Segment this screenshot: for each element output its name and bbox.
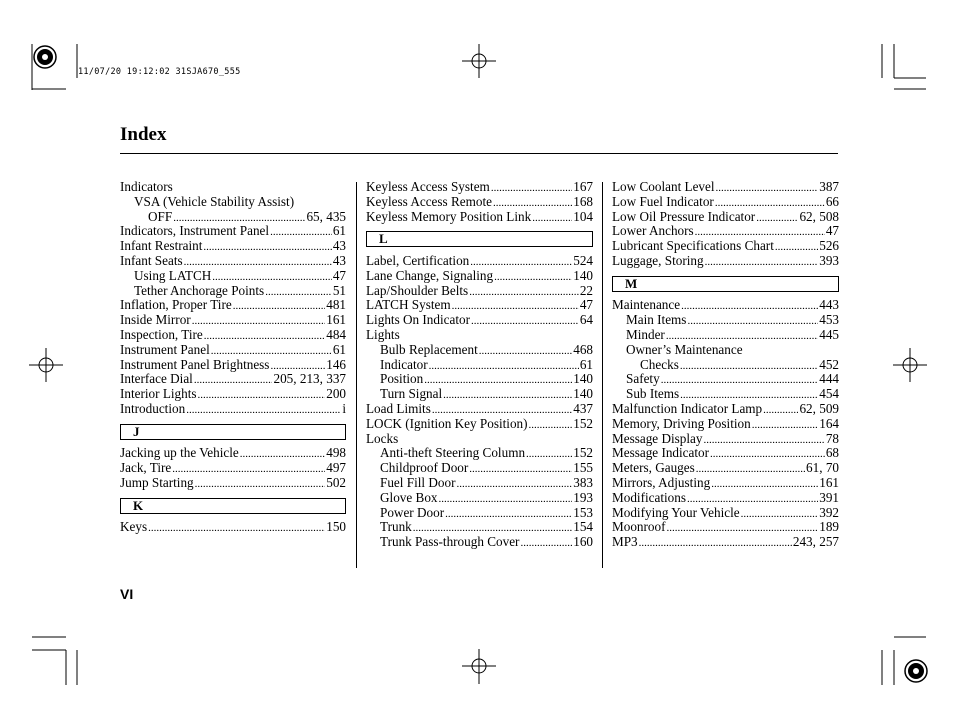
index-entry	[612, 358, 839, 373]
section-letter: L	[366, 231, 593, 247]
index-entry	[612, 254, 839, 269]
page-reference: 160	[573, 534, 593, 550]
index-entry	[612, 491, 839, 506]
page-reference: 167	[573, 179, 593, 194]
index-entry	[612, 328, 839, 343]
index-entry	[366, 520, 593, 535]
index-entry	[120, 446, 346, 461]
dot-leader	[148, 520, 325, 536]
index-entry	[366, 461, 593, 476]
index-entry	[366, 284, 593, 299]
entry-label: LATCH System	[366, 297, 451, 313]
index-entry	[366, 298, 593, 313]
dot-leader	[456, 476, 572, 492]
index-entry	[120, 239, 346, 254]
dot-leader	[661, 372, 819, 388]
page-reference: 468	[573, 341, 593, 357]
entry-label: Inspection, Tire	[120, 326, 203, 342]
dot-leader	[424, 372, 572, 388]
page-reference: 153	[573, 504, 593, 520]
entry-label: Label, Certification	[366, 252, 470, 268]
entry-label: Using LATCH	[134, 267, 212, 283]
page-reference: 481	[326, 297, 346, 313]
index-entry	[366, 491, 593, 506]
index-heading	[366, 328, 593, 343]
entry-label: Power Door	[380, 504, 445, 520]
index-entry	[366, 535, 593, 550]
index-entry	[612, 461, 839, 476]
dot-leader	[240, 446, 325, 462]
index-entry	[120, 476, 346, 491]
index-entry	[120, 224, 346, 239]
entry-label: Glove Box	[380, 489, 438, 505]
page-reference: 391	[819, 489, 839, 505]
entry-label: Modifying Your Vehicle	[612, 504, 740, 520]
dot-leader	[194, 372, 273, 388]
page-reference: 161	[819, 474, 839, 490]
index-entry	[120, 520, 346, 535]
entry-label: Bulb Replacement	[380, 341, 478, 357]
index-entry	[612, 298, 839, 313]
dot-leader	[696, 461, 805, 477]
index-entry	[366, 254, 593, 269]
index-entry	[120, 328, 346, 343]
dot-leader	[752, 417, 819, 433]
dot-leader	[469, 461, 572, 477]
page-title: Index	[120, 124, 167, 145]
dot-leader	[756, 210, 798, 226]
page-reference: 146	[326, 356, 346, 372]
page-reference: 484	[326, 326, 346, 342]
page-number: VI	[120, 586, 134, 602]
index-entry	[120, 343, 346, 358]
entry-label: Indicator	[380, 356, 428, 372]
page-reference: 66	[825, 193, 839, 209]
page-reference: 526	[819, 238, 839, 254]
index-entry	[366, 195, 593, 210]
page-reference: 154	[573, 519, 593, 535]
dot-leader	[198, 387, 326, 403]
entry-label: Jump Starting	[120, 474, 194, 490]
dot-leader	[270, 224, 332, 240]
page-reference: 387	[819, 179, 839, 194]
index-entry	[612, 387, 839, 402]
entry-label: Interior Lights	[120, 386, 197, 402]
page-reference: 444	[819, 371, 839, 387]
entry-label: Keyless Access System	[366, 179, 490, 194]
dot-leader	[494, 269, 572, 285]
index-entry	[612, 210, 839, 225]
entry-label: Sub Items	[626, 386, 680, 402]
entry-label: Keyless Access Remote	[366, 193, 492, 209]
dot-leader	[763, 402, 798, 418]
page-reference: 497	[326, 460, 346, 476]
index-entry	[120, 461, 346, 476]
dot-leader	[265, 284, 332, 300]
index-entry	[612, 195, 839, 210]
index-entry	[120, 313, 346, 328]
entry-label: OFF	[148, 208, 173, 224]
page-reference: 140	[573, 267, 593, 283]
index-entry	[366, 372, 593, 387]
entry-label: Load Limits	[366, 400, 431, 416]
page-reference: 104	[573, 208, 593, 224]
index-entry	[120, 284, 346, 299]
index-entry	[120, 298, 346, 313]
page-reference: 524	[573, 252, 593, 268]
dot-leader	[192, 313, 326, 329]
page-reference: i	[342, 400, 346, 416]
dot-leader	[716, 180, 819, 196]
entry-label: Indicators	[120, 179, 173, 194]
entry-label: Lap/Shoulder Belts	[366, 282, 469, 298]
index-entry	[366, 402, 593, 417]
page-reference: 65, 435	[306, 208, 346, 224]
dot-leader	[687, 313, 818, 329]
index-entry	[366, 387, 593, 402]
page-reference: 47	[332, 267, 346, 283]
index-entry	[612, 313, 839, 328]
entry-label: Mirrors, Adjusting	[612, 474, 711, 490]
index-entry	[612, 476, 839, 491]
page-reference: 393	[819, 252, 839, 268]
page-reference: 443	[819, 297, 839, 313]
entry-label: Luggage, Storing	[612, 252, 704, 268]
page-reference: 43	[332, 238, 346, 254]
column-divider	[356, 182, 357, 568]
page-reference: 68	[825, 445, 839, 461]
index-entry	[612, 535, 839, 550]
page-reference: 61	[332, 341, 346, 357]
page-reference: 189	[819, 519, 839, 535]
page-reference: 22	[579, 282, 593, 298]
entry-label: Infant Seats	[120, 252, 183, 268]
index-column-2	[366, 180, 593, 550]
entry-label: Meters, Gauges	[612, 460, 695, 476]
page-reference: 437	[573, 400, 593, 416]
index-entry	[612, 432, 839, 447]
dot-leader	[429, 358, 579, 374]
page-reference: 155	[573, 460, 593, 476]
index-entry	[366, 417, 593, 432]
page-reference: 164	[819, 415, 839, 431]
dot-leader	[529, 417, 573, 433]
index-entry	[366, 313, 593, 328]
entry-label: Modifications	[612, 489, 686, 505]
page-reference: 62, 508	[799, 208, 839, 224]
entry-label: Message Indicator	[612, 445, 710, 461]
index-entry	[366, 269, 593, 284]
page-reference: 161	[326, 312, 346, 328]
index-entry	[366, 476, 593, 491]
entry-label: Low Coolant Level	[612, 179, 715, 194]
dot-leader	[532, 210, 572, 226]
index-entry	[612, 506, 839, 521]
dot-leader	[172, 461, 325, 477]
dot-leader	[680, 358, 818, 374]
dot-leader	[443, 387, 572, 403]
print-stamp: 11/07/20 19:12:02 31SJA670_555	[78, 67, 241, 77]
entry-label: Minder	[626, 326, 665, 342]
entry-label: Checks	[640, 356, 679, 372]
index-entry	[612, 180, 839, 195]
dot-leader	[491, 180, 572, 196]
dot-leader	[681, 298, 818, 314]
index-entry	[612, 239, 839, 254]
entry-label: Turn Signal	[380, 386, 443, 402]
entry-label: Jacking up the Vehicle	[120, 445, 239, 461]
column-divider	[602, 182, 603, 568]
index-entry	[120, 358, 346, 373]
index-entry	[612, 224, 839, 239]
entry-label: Lower Anchors	[612, 223, 694, 239]
page-reference: 243, 257	[792, 534, 839, 550]
page-reference: 205, 213, 337	[273, 371, 346, 387]
index-entry	[612, 372, 839, 387]
dot-leader	[711, 476, 818, 492]
section-header	[120, 491, 346, 521]
page-reference: 168	[573, 193, 593, 209]
entry-label: Memory, Driving Position	[612, 415, 751, 431]
index-heading	[612, 343, 839, 358]
title-rule	[120, 153, 838, 154]
index-entry	[366, 180, 593, 195]
dot-leader	[479, 343, 572, 359]
page-reference: 47	[579, 297, 593, 313]
index-entry	[120, 402, 346, 417]
entry-label: LOCK (Ignition Key Position)	[366, 415, 528, 431]
entry-label: Trunk	[380, 519, 412, 535]
entry-label: Instrument Panel Brightness	[120, 356, 270, 372]
page-reference: 140	[573, 371, 593, 387]
index-entry	[612, 417, 839, 432]
index-entry	[366, 210, 593, 225]
entry-label: Maintenance	[612, 297, 681, 313]
page-reference: 452	[819, 356, 839, 372]
entry-label: Low Fuel Indicator	[612, 193, 714, 209]
entry-label: Lights	[366, 326, 400, 342]
dot-leader	[469, 284, 579, 300]
page-reference: 453	[819, 312, 839, 328]
entry-label: Moonroof	[612, 519, 666, 535]
page-reference: 61	[579, 356, 593, 372]
index-entry	[612, 520, 839, 535]
page-reference: 47	[825, 223, 839, 239]
entry-label: Message Display	[612, 430, 703, 446]
entry-label: Low Oil Pressure Indicator	[612, 208, 756, 224]
entry-label: Anti-theft Steering Column	[380, 445, 526, 461]
entry-label: Infant Restraint	[120, 238, 203, 254]
page-reference: 454	[819, 386, 839, 402]
entry-label: Safety	[626, 371, 660, 387]
index-column-1	[120, 180, 346, 535]
entry-label: Fuel Fill Door	[380, 474, 456, 490]
entry-label: Interface Dial	[120, 371, 193, 387]
entry-label: Locks	[366, 430, 399, 446]
dot-leader	[775, 239, 818, 255]
entry-label: Main Items	[626, 312, 687, 328]
dot-leader	[233, 298, 325, 314]
section-letter: K	[120, 498, 346, 514]
entry-label: Malfunction Indicator Lamp	[612, 400, 763, 416]
entry-label: Indicators, Instrument Panel	[120, 223, 270, 239]
page-reference: 150	[326, 519, 346, 535]
entry-label: Jack, Tire	[120, 460, 172, 476]
index-entry	[366, 506, 593, 521]
dot-leader	[204, 328, 325, 344]
section-letter: J	[120, 424, 346, 440]
index-entry	[366, 446, 593, 461]
dot-leader	[203, 239, 331, 255]
dot-leader	[526, 446, 572, 462]
dot-leader	[639, 535, 792, 551]
index-entry	[366, 343, 593, 358]
section-header	[120, 417, 346, 447]
entry-label: Lubricant Specifications Chart	[612, 238, 774, 254]
dot-leader	[186, 402, 341, 418]
page-reference: 51	[332, 282, 346, 298]
dot-leader	[520, 535, 572, 551]
entry-label: Instrument Panel	[120, 341, 210, 357]
page-reference: 502	[326, 474, 346, 490]
entry-label: Tether Anchorage Points	[134, 282, 265, 298]
page-reference: 78	[825, 430, 839, 446]
dot-leader	[705, 254, 819, 270]
page-reference: 61	[332, 223, 346, 239]
page-reference: 61, 70	[806, 460, 839, 476]
entry-label: Keys	[120, 519, 148, 535]
dot-leader	[195, 476, 326, 492]
page-reference: 383	[573, 474, 593, 490]
entry-label: Childproof Door	[380, 460, 469, 476]
dot-leader	[445, 506, 572, 522]
entry-label: Inside Mirror	[120, 312, 191, 328]
entry-label: Introduction	[120, 400, 186, 416]
index-entry	[120, 372, 346, 387]
dot-leader	[741, 506, 819, 522]
page-reference: 140	[573, 386, 593, 402]
page-reference: 193	[573, 489, 593, 505]
page-reference: 62, 509	[799, 400, 839, 416]
dot-leader	[439, 491, 573, 507]
entry-label: Owner’s Maintenance	[626, 341, 743, 357]
dot-leader	[703, 432, 824, 448]
index-entry	[120, 210, 346, 225]
page-reference: 498	[326, 445, 346, 461]
index-entry	[120, 269, 346, 284]
page-reference: 200	[326, 386, 346, 402]
entry-label: Trunk Pass-through Cover	[380, 534, 520, 550]
dot-leader	[452, 298, 579, 314]
section-header	[366, 224, 593, 254]
entry-label: VSA (Vehicle Stability Assist)	[134, 193, 295, 209]
section-header	[612, 269, 839, 299]
index-heading	[366, 432, 593, 447]
index-entry	[612, 446, 839, 461]
index-entry	[120, 387, 346, 402]
page-reference: 152	[573, 445, 593, 461]
page-reference: 64	[579, 312, 593, 328]
entry-label: Inflation, Proper Tire	[120, 297, 232, 313]
entry-label: Keyless Memory Position Link	[366, 208, 532, 224]
index-heading	[120, 195, 346, 210]
section-letter: M	[612, 276, 839, 292]
entry-label: MP3	[612, 534, 638, 550]
index-column-3	[612, 180, 839, 550]
entry-label: Lane Change, Signaling	[366, 267, 494, 283]
index-heading	[120, 180, 346, 195]
page-reference: 152	[573, 415, 593, 431]
dot-leader	[471, 313, 579, 329]
page-reference: 445	[819, 326, 839, 342]
page-reference: 392	[819, 504, 839, 520]
index-entry	[612, 402, 839, 417]
entry-label: Position	[380, 371, 424, 387]
entry-label: Lights On Indicator	[366, 312, 471, 328]
page-reference: 43	[332, 252, 346, 268]
index-entry	[120, 254, 346, 269]
index-entry	[366, 358, 593, 373]
